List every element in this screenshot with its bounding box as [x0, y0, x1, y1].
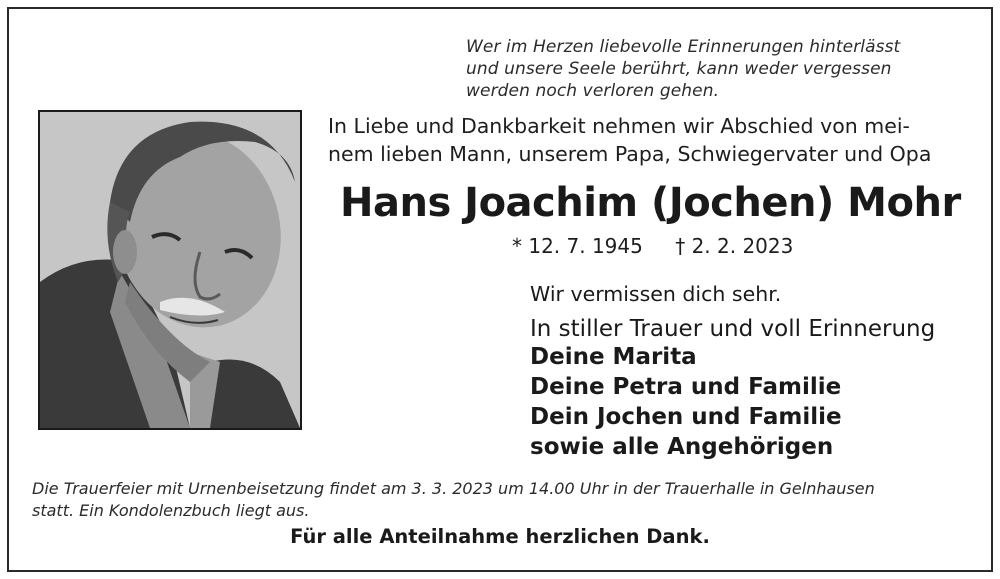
deceased-name: Hans Joachim (Jochen) Mohr	[340, 180, 961, 226]
poem-line: werden noch verloren gehen.	[466, 81, 720, 101]
notice-line: Die Trauerfeier mit Urnenbeisetzung findet am 3. 3. 2023 um 14.00 Uhr in der Trauerhalle in Gelnhausen	[32, 479, 875, 498]
birth-date: * 12. 7. 1945	[512, 234, 643, 258]
portrait-photo	[38, 110, 302, 430]
mourning-line: In stiller Trauer und voll Erinnerung	[530, 316, 936, 342]
signer: Deine Petra und Familie	[530, 374, 842, 400]
signer: sowie alle Angehörigen	[530, 434, 834, 460]
notice-line: statt. Ein Kondolenzbuch liegt aus.	[32, 501, 310, 520]
funeral-notice	[32, 478, 875, 522]
poem-quote	[466, 36, 900, 102]
portrait-illustration	[40, 112, 300, 428]
intro-line: In Liebe und Dankbarkeit nehmen wir Abschied von mei-	[328, 114, 910, 138]
life-dates	[512, 234, 793, 258]
signer: Dein Jochen und Familie	[530, 404, 842, 430]
intro-text	[328, 112, 931, 168]
thanks-line: Für alle Anteilnahme herzlichen Dank.	[290, 525, 710, 548]
poem-line: Wer im Herzen liebevolle Erinnerungen hinterlässt	[466, 37, 901, 57]
message-text: Wir vermissen dich sehr.	[530, 282, 782, 306]
signers-list	[530, 342, 842, 462]
poem-line: und unsere Seele berührt, kann weder vergessen	[466, 59, 892, 79]
intro-line: nem lieben Mann, unserem Papa, Schwiegervater und Opa	[328, 142, 932, 166]
death-date: † 2. 2. 2023	[675, 234, 794, 258]
signer: Deine Marita	[530, 344, 697, 370]
